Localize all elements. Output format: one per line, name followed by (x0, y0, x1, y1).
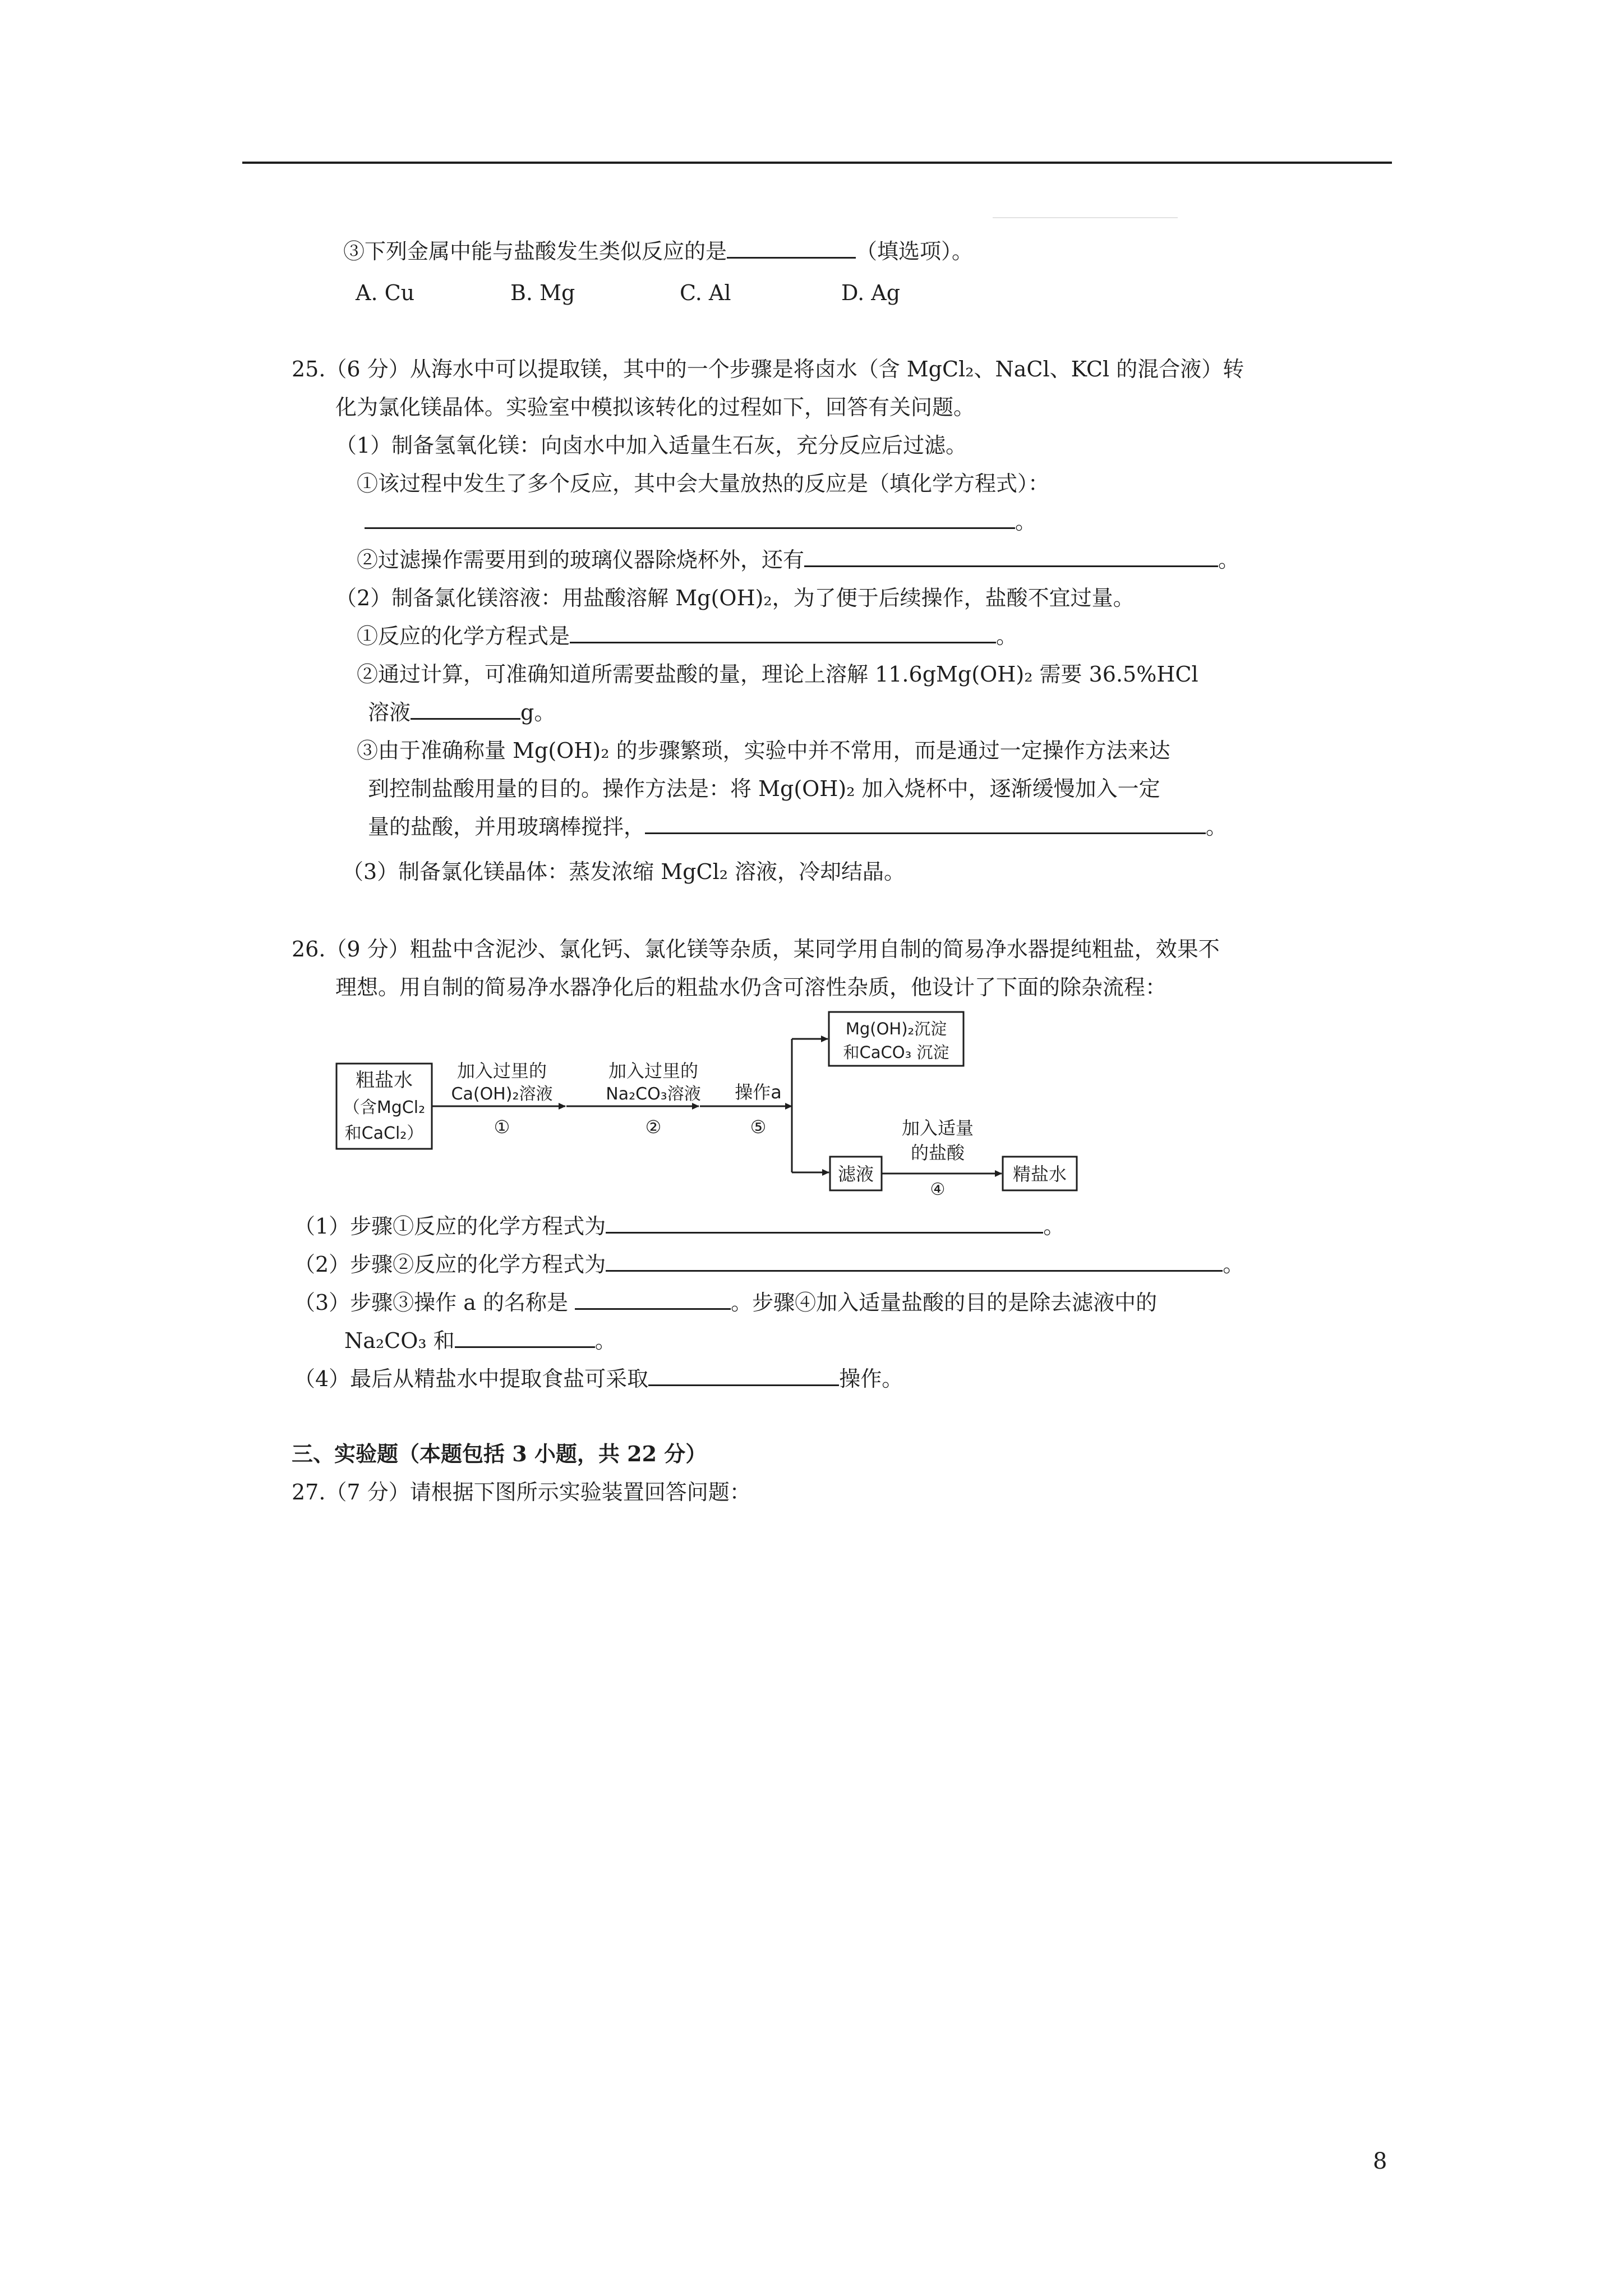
answer-blank[interactable] (727, 237, 856, 259)
q25-part2-item2-line1: ②通过计算，可准确知道所需要盐酸的量，理论上溶解 11.6gMg(OH)₂ 需要 36.5%HCl (357, 662, 1198, 687)
option-b: B. Mg (510, 280, 575, 305)
unit: g。 (520, 700, 556, 725)
q26-sub3-line1 (294, 1288, 1157, 1317)
option-a: A. Cu (356, 280, 415, 305)
q26-sub3-line2 (344, 1326, 616, 1355)
q25-part2-item3-line2: 到控制盐酸用量的目的。操作方法是：将 Mg(OH)₂ 加入烧杯中，逐渐缓慢加入一定 (368, 776, 1160, 801)
answer-blank[interactable] (804, 545, 1218, 567)
q25-part1-item1-answer (365, 507, 1036, 536)
q25-part2-item1-text: ①反应的化学方程式是 (357, 624, 570, 648)
crude-brine-label: 粗盐水 (356, 1069, 413, 1092)
q26-sub3-text-2: 。步骤④加入适量盐酸的目的是除去滤液中的 (731, 1290, 1158, 1315)
header-rule (242, 162, 1392, 164)
answer-blank[interactable] (455, 1326, 595, 1348)
q24-item3-suffix: （填选项）。 (856, 239, 974, 264)
punct: 。 (1015, 509, 1037, 534)
step1-solution: Ca(OH)₂溶液 (451, 1084, 553, 1104)
answer-blank[interactable] (645, 812, 1206, 834)
q24-item3-text: ③下列金属中能与盐酸发生类似反应的是 (343, 239, 727, 264)
filtrate-label: 滤液 (837, 1163, 874, 1185)
q26-sub4-text: （4）最后从精盐水中提取食盐可采取 (294, 1366, 649, 1391)
q26-sub3-text: （3）步骤③操作 a 的名称是 (294, 1290, 575, 1315)
step4-reagent: 加入适量 (901, 1117, 974, 1139)
punct: 。 (1223, 1252, 1244, 1277)
q25-part2: （2）制备氯化镁溶液：用盐酸溶解 Mg(OH)₂，为了便于后续操作，盐酸不宜过量。 (335, 586, 1135, 610)
q25-part2-item3-line1: ③由于准确称量 Mg(OH)₂ 的步骤繁琐，实验中并不常用，而是通过一定操作方法来达 (357, 738, 1170, 763)
crude-brine-contains: （含MgCl₂ (343, 1098, 426, 1117)
q27-line: 27.（7 分）请根据下图所示实验装置回答问题： (292, 1480, 751, 1504)
step2-number: ② (645, 1116, 662, 1138)
purification-flowchart (331, 1010, 1099, 1200)
section3-title: 三、实验题（本题包括 3 小题，共 22 分） (292, 1441, 707, 1466)
punct: 。 (996, 624, 1018, 648)
q25-part1-item2 (357, 545, 1239, 574)
step4-reagent-2: 的盐酸 (910, 1142, 965, 1163)
punct: 。 (1218, 547, 1240, 572)
q25-part1-item2-text: ②过滤操作需要用到的玻璃仪器除烧杯外，还有 (357, 547, 805, 572)
q26-sub4-end: 操作。 (839, 1366, 903, 1391)
q26-sub2-text: （2）步骤②反应的化学方程式为 (294, 1252, 606, 1277)
step2-reagent: 加入过里的 (608, 1060, 699, 1082)
answer-blank[interactable] (606, 1212, 1043, 1234)
faint-mark (993, 217, 1178, 218)
q25-line2: 化为氯化镁晶体。实验室中模拟该转化的过程如下，回答有关问题。 (335, 395, 975, 420)
q26-line2: 理想。用自制的简易净水器净化后的粗盐水仍含可溶性杂质，他设计了下面的除杂流程： (335, 975, 1167, 1000)
q25-part2-item1 (357, 622, 1017, 651)
q26-sub1 (294, 1212, 1064, 1241)
answer-blank[interactable] (570, 622, 996, 643)
q26-sub4 (294, 1364, 903, 1393)
step1-reagent: 加入过里的 (457, 1060, 547, 1082)
step4-number: ④ (930, 1180, 946, 1199)
answer-blank[interactable] (606, 1250, 1223, 1272)
q26-sub2 (294, 1250, 1244, 1279)
q25-part2-item3-text: 量的盐酸，并用玻璃棒搅拌， (368, 815, 645, 839)
crude-brine-contains-2: 和CaCl₂） (344, 1124, 424, 1143)
option-d: D. Ag (841, 280, 901, 305)
q26-sub3-text-3: Na₂CO₃ 和 (344, 1328, 455, 1353)
q25-part2-item3-line3 (368, 812, 1227, 841)
q25-line1: 25.（6 分）从海水中可以提取镁，其中的一个步骤是将卤水（含 MgCl₂、NaCl、KCl 的混合液）转 (292, 357, 1244, 381)
q25-part1-item1: ①该过程中发生了多个反应，其中会大量放热的反应是（填化学方程式）： (357, 471, 1050, 496)
page-number: 8 (1373, 2148, 1387, 2174)
q26-line1: 26.（9 分）粗盐中含泥沙、氯化钙、氯化镁等杂质，某同学用自制的简易净水器提纯粗盐，效果不 (292, 937, 1220, 961)
step2-solution: Na₂CO₃溶液 (606, 1084, 701, 1104)
step3-number: ⑤ (750, 1116, 767, 1138)
precipitate-line1: Mg(OH)₂沉淀 (845, 1019, 947, 1038)
q26-sub1-text: （1）步骤①反应的化学方程式为 (294, 1214, 606, 1239)
refined-brine-label: 精盐水 (1012, 1163, 1067, 1185)
q24-item3-line (343, 237, 973, 266)
q25-part3: （3）制备氯化镁晶体：蒸发浓缩 MgCl₂ 溶液，冷却结晶。 (342, 859, 906, 884)
answer-blank[interactable] (365, 507, 1015, 529)
answer-blank[interactable] (411, 698, 520, 720)
punct: 。 (594, 1328, 616, 1353)
punct: 。 (1206, 815, 1228, 839)
punct: 。 (1043, 1214, 1065, 1239)
step1-number: ① (494, 1116, 510, 1138)
q25-part2-item2-text: 溶液 (368, 700, 411, 725)
q25-part2-item2-line2 (368, 698, 555, 727)
option-c: C. Al (680, 280, 731, 305)
q25-part1: （1）制备氢氧化镁：向卤水中加入适量生石灰，充分反应后过滤。 (335, 433, 967, 458)
precipitate-line2: 和CaCO₃ 沉淀 (843, 1043, 949, 1062)
step3-operation: 操作a (735, 1082, 782, 1103)
answer-blank[interactable] (575, 1288, 731, 1310)
answer-blank[interactable] (648, 1364, 839, 1386)
